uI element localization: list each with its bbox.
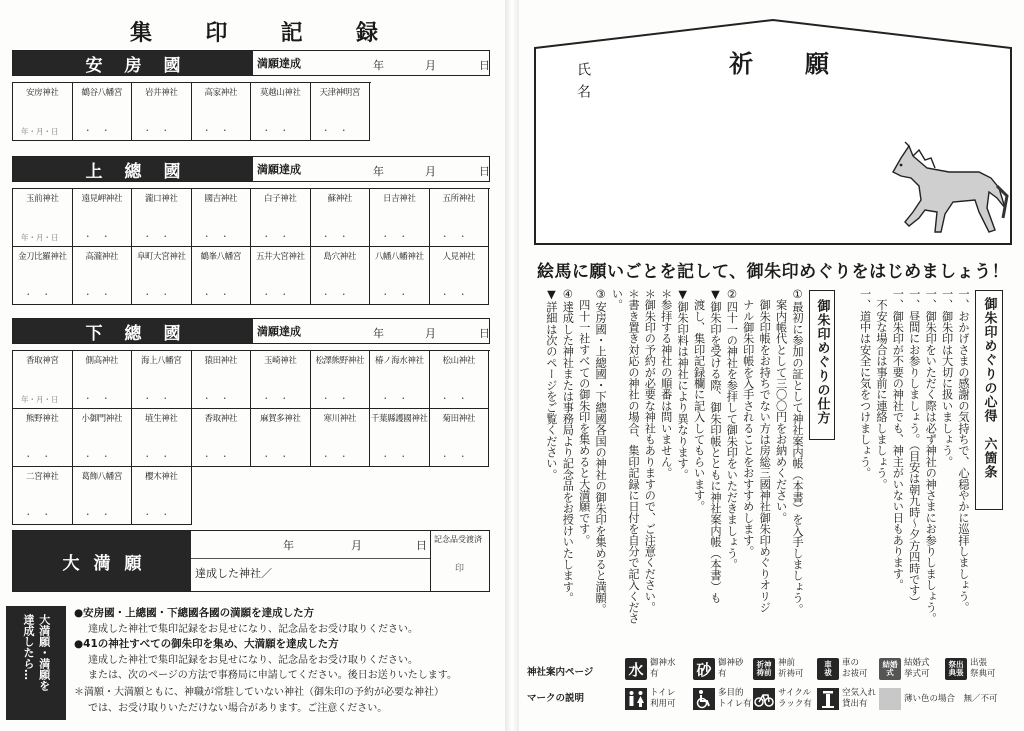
date-dots: ・・ [321, 452, 358, 461]
legend-text: 御神砂 有 [718, 658, 744, 679]
legend-text: 空気入れ 貸出有 [842, 688, 877, 709]
headline: 絵馬に願いごとを記して、御朱印めぐりをはじめましょう！ [537, 262, 1010, 282]
note-text: または、次のページの方法で事務局に申請してください。後日お送りいたします。 [88, 670, 457, 682]
toilet-icon [625, 688, 647, 710]
region-header [12, 156, 490, 182]
shrine-stamp-cell[interactable] [251, 409, 311, 467]
date-dots: ・・ [440, 290, 477, 299]
region-name: 上總國 [13, 157, 253, 181]
year-label: 年 [373, 165, 384, 178]
legend-text: トイレ 利用可 [650, 688, 676, 709]
shikata-item: ＊書き置き対応の神社の場合、集印記録に日付を自分で記入ください。 [610, 288, 640, 624]
daimangan-date-field[interactable] [191, 531, 431, 591]
legend-text: 御神水 有 [650, 658, 676, 679]
date-dots: ・・ [262, 126, 299, 135]
legend-item [625, 688, 676, 710]
legend-item [817, 658, 868, 680]
day-label: 日 [416, 539, 427, 552]
date-dots: ・・ [24, 290, 61, 299]
shrine-stamp-cell[interactable] [370, 189, 430, 247]
shrine-name: 遠見岬神社 [81, 194, 122, 204]
day-label: 日 [479, 165, 490, 178]
shikata-title: 御朱印めぐりの仕方 [809, 290, 835, 440]
region-shimousa [12, 318, 490, 525]
date-dots: ・・ [143, 510, 180, 519]
shikata-item: 御朱印帳をお持ちでない方は房総三國神社御朱印めぐりオリジ [758, 288, 772, 613]
date-dots: ・・ [262, 232, 299, 241]
date-dots: ・・ [321, 290, 358, 299]
shrine-name: 熊野神社 [26, 414, 59, 424]
shrine-name: 香取神社 [204, 414, 237, 424]
shrine-stamp-cell[interactable] [73, 189, 133, 247]
date-dots: ・・ [202, 126, 239, 135]
date-dots: ・・ [262, 452, 299, 461]
complete-label: 満願達成 [257, 163, 301, 176]
shrine-stamp-cell[interactable] [192, 409, 252, 467]
date-dots: ・・ [202, 452, 239, 461]
legend-text: サイクル ラック有 [778, 688, 812, 709]
shrine-stamp-cell[interactable] [192, 247, 252, 305]
date-dots: ・・ [143, 394, 180, 403]
legend-label: マークの説明 [527, 693, 585, 704]
shrine-name: 國吉神社 [204, 194, 237, 204]
date-dots: ・・ [381, 452, 418, 461]
shrine-stamp-cell[interactable] [311, 247, 371, 305]
date-dots: ・・ [143, 290, 180, 299]
seal-box[interactable] [431, 531, 489, 591]
kokoroe-title: 御朱印めぐりの心得 六箇条 [975, 290, 1003, 510]
shrine-name: 玉崎神社 [264, 356, 297, 366]
month-label: 月 [425, 165, 436, 178]
shikata-item: ①最初に参加の証として神社案内帳（本書）を入手しましょう。 [791, 288, 804, 615]
shrine-stamp-cell[interactable] [251, 351, 311, 409]
date-dots: ・・ [381, 394, 418, 403]
year-label: 年 [283, 539, 294, 552]
prayer-icon: 祈神 祷前 [753, 658, 775, 680]
shrine-stamp-cell[interactable] [192, 189, 252, 247]
shrine-stamp-cell[interactable] [132, 247, 192, 305]
side-note-line: 達成したら… [22, 614, 35, 680]
ema-name-label: 氏名 [575, 62, 591, 106]
shrine-stamp-cell[interactable] [13, 351, 73, 409]
kokoroe-item: 一、御朱印は大切に扱いましょう。 [940, 288, 954, 468]
shrine-stamp-cell[interactable] [13, 83, 73, 141]
shrine-name: 瀧口神社 [145, 194, 178, 204]
shrine-stamp-cell[interactable] [132, 409, 192, 467]
region-name: 安房國 [13, 51, 253, 75]
shrine-name: 八幡八幡神社 [374, 252, 424, 262]
date-dots: ・・ [321, 126, 358, 135]
shrine-stamp-cell[interactable] [311, 409, 371, 467]
shrine-name: 五井大宮神社 [255, 252, 305, 262]
shrine-name: 猿田神社 [204, 356, 237, 366]
shrine-stamp-cell[interactable] [311, 83, 371, 141]
shrine-name: 白子神社 [264, 194, 297, 204]
title-char: 印 [205, 20, 230, 46]
shrine-grid [12, 82, 371, 141]
region-header [12, 50, 490, 76]
shrine-stamp-cell[interactable] [132, 189, 192, 247]
complete-label: 満願達成 [257, 325, 301, 338]
shrine-name: 鶴谷八幡宮 [81, 88, 122, 98]
shrine-name: 菊田神社 [442, 414, 475, 424]
shrine-name: 寒川神社 [323, 414, 356, 424]
shikata-item: ②四十一の神社を参拝して御朱印をいただきましょう。 [725, 288, 739, 570]
note-text: ＊満願・大満願ともに、神職が常駐していない神社（御朱印の予約が必要な神社） [74, 687, 444, 699]
shrine-stamp-cell[interactable] [370, 247, 430, 305]
daimangan-box [12, 530, 490, 592]
year-label: 年 [373, 327, 384, 340]
shrine-stamp-cell[interactable] [192, 83, 252, 141]
completion-notes [74, 606, 504, 716]
shikata-item: 渡し、集印記録欄に記入してもらいます。 [692, 288, 706, 512]
mark-legend [525, 654, 1019, 724]
shikata-item: ＊参拝する神社の順番は問いません。 [659, 288, 673, 479]
shrine-name: 海上八幡宮 [140, 356, 182, 366]
kokoroe-item: 一、御朱印が不要の神社でも、神主がいない日もあります。 [891, 288, 905, 591]
ema-title: 祈 願 [729, 49, 843, 78]
legend-item [693, 688, 752, 710]
shrine-stamp-cell[interactable] [311, 351, 371, 409]
kokoroe-item: 一、昼間にお参りしましょう。（目安は朝九時〜夕方四時です） [907, 288, 921, 608]
note-bullet: ●41の神社すべての御朱印を集め、大満願を達成した方 [74, 638, 339, 651]
note-text: 達成した神社で集印記録をお見せになり、記念品をお受け取りください。 [88, 655, 418, 667]
kokoroe-list [831, 288, 971, 640]
shrine-name: 側高神社 [85, 356, 118, 366]
shrine-stamp-cell[interactable] [13, 409, 73, 467]
daimangan-label: 大満願 [13, 531, 191, 591]
legend-text: 薄い色の場合 無／不可 [904, 693, 998, 704]
shrine-grid [12, 188, 490, 305]
shrine-stamp-cell[interactable] [13, 467, 73, 525]
shrine-name: 香取神宮 [26, 356, 59, 366]
shrine-stamp-cell[interactable] [251, 189, 311, 247]
date-dots: ・・ [24, 452, 61, 461]
shrine-name: 日吉神社 [383, 194, 416, 204]
shrine-stamp-cell[interactable] [192, 351, 252, 409]
shikata-item: ▼御朱印料は神社により異なります。 [676, 288, 690, 481]
shrine-name: 松澤熊野神社 [315, 356, 365, 366]
legend-item [625, 658, 676, 680]
side-note [6, 606, 66, 720]
date-dots: ・・ [83, 452, 120, 461]
date-dots: ・・ [83, 394, 120, 403]
shrine-stamp-cell[interactable] [370, 351, 430, 409]
shrine-grid [12, 350, 490, 525]
shrine-name: 島穴神社 [323, 252, 356, 262]
shrine-name: 人見神社 [442, 252, 475, 262]
legend-text: 多目的 トイレ有 [718, 688, 752, 709]
date-dots: ・・ [143, 232, 180, 241]
air-pump-icon [817, 688, 839, 710]
legend-item [817, 688, 876, 710]
shrine-name: 葛飾八幡宮 [81, 472, 122, 482]
shrine-stamp-cell[interactable] [73, 351, 133, 409]
shikata-item: ▼詳細は次のページをご覧ください。 [544, 288, 558, 481]
day-label: 日 [479, 327, 490, 340]
legend-text: 車の お祓可 [842, 658, 868, 679]
title-char: 記 [280, 20, 305, 46]
shikata-item: ③安房國・上總國・下總國各国の神社の御朱印を集めると満願。 [594, 288, 608, 615]
shrine-name: 鶴峯八幡宮 [200, 252, 241, 262]
date-dots: ・・ [440, 452, 477, 461]
title-char: 録 [355, 20, 380, 46]
date-dots: ・・ [202, 232, 239, 241]
shrine-name: 麻賀多神社 [259, 414, 301, 424]
shrine-name: 莫越山神社 [259, 88, 301, 98]
shrine-name: 高瀧神社 [85, 252, 118, 262]
water-icon: 水 [625, 658, 647, 680]
region-awa [12, 50, 490, 141]
shikata-item: ナル御朱印帳を入手されることをおすすめします。 [741, 288, 755, 557]
shrine-name: 蘇神社 [327, 194, 352, 204]
date-dots: ・・ [83, 126, 120, 135]
month-label: 月 [425, 327, 436, 340]
legend-item [945, 658, 996, 680]
date-dots: ・・ [440, 394, 477, 403]
shrine-name: 阜町大宮神社 [136, 252, 186, 262]
seal-mark: 印 [455, 564, 465, 574]
shrine-name: 安房神社 [26, 88, 59, 98]
shikata-item: ④達成した神社または事務局より記念品をお授けいたします。 [561, 288, 575, 604]
ceremony-icon: 祭出 典張 [945, 658, 967, 680]
shrine-stamp-cell[interactable] [430, 189, 490, 247]
shikata-item: 四十一社すべての御朱印を集めると大満願です。 [577, 288, 591, 546]
shrine-stamp-cell[interactable] [13, 247, 73, 305]
date-dots: ・・ [83, 232, 120, 241]
shrine-stamp-cell[interactable] [132, 351, 192, 409]
shrine-name: 埴生神社 [145, 414, 178, 424]
month-label: 月 [351, 539, 362, 552]
sand-icon: 砂 [693, 658, 715, 680]
horse-icon [879, 138, 1009, 238]
shrine-stamp-cell[interactable] [430, 409, 490, 467]
shrine-name: 金刀比羅神社 [17, 252, 67, 262]
date-dots: ・・ [24, 510, 61, 519]
kokoroe-item: 一、おかげさまの感謝の気持ちで、心穏やかに巡拝しましょう。 [957, 288, 970, 613]
shrine-name: 小御門神社 [81, 414, 122, 424]
complete-date-field[interactable] [253, 319, 489, 343]
date-dots: ・・ [321, 232, 358, 241]
shrine-stamp-cell[interactable] [73, 83, 133, 141]
shrine-stamp-cell[interactable] [370, 409, 430, 467]
date-dots: ・・ [381, 290, 418, 299]
legend-text: 出張 祭典可 [970, 658, 996, 679]
shrine-stamp-cell[interactable] [132, 83, 192, 141]
date-dots: ・・ [143, 126, 180, 135]
legend-item [753, 688, 812, 710]
shrine-stamp-cell[interactable] [251, 83, 311, 141]
achieved-shrine-label: 達成した神社／ [195, 567, 272, 580]
complete-date-field[interactable] [253, 51, 489, 75]
legend-item [693, 658, 744, 680]
month-label: 月 [425, 59, 436, 72]
legend-text: 神前 祈祷可 [778, 658, 804, 679]
seal-label: 記念品受渡済 [434, 535, 482, 544]
shrine-stamp-cell[interactable] [430, 351, 490, 409]
page-title [130, 16, 380, 47]
shrine-name: 松山神社 [442, 356, 475, 366]
shrine-name: 千葉縣護國神社 [370, 414, 428, 424]
complete-label: 満願達成 [257, 57, 301, 70]
shrine-name: 高家神社 [204, 88, 237, 98]
date-dots: ・・ [381, 232, 418, 241]
note-text: では、お受け取りいただけない場合があります。ご注意ください。 [88, 702, 388, 714]
shrine-stamp-cell[interactable] [73, 467, 133, 525]
legend-label: 神社案内ページ [527, 667, 594, 678]
date-dots: ・・ [321, 394, 358, 403]
shrine-stamp-cell[interactable] [73, 409, 133, 467]
kokoroe-item: 一、御朱印をいただく際は必ず神社の神さまにお参りしましょう。 [924, 288, 938, 624]
date-dots: ・・ [440, 232, 477, 241]
shrine-name: 五所神社 [442, 194, 475, 204]
year-label: 年 [373, 59, 384, 72]
date-hint: 年・月・日 [21, 395, 59, 404]
legend-item [753, 658, 804, 680]
title-char: 集 [130, 20, 155, 46]
shrine-name: 玉前神社 [26, 194, 59, 204]
kokoroe-item: 不安な場合は事前に連絡しましょう。 [874, 288, 888, 490]
legend-item [879, 658, 930, 680]
side-note-line: 大満願・満願を [37, 614, 51, 691]
note-bullet: ●安房國・上總國・下總國各國の満願を達成した方 [74, 607, 315, 619]
region-header [12, 318, 490, 344]
shrine-name: 櫻木神社 [145, 472, 178, 482]
date-dots: ・・ [83, 510, 120, 519]
legend-item [879, 688, 998, 710]
region-name: 下總國 [13, 319, 253, 343]
shrine-stamp-cell[interactable] [430, 247, 490, 305]
shrine-name: 二宮神社 [26, 472, 59, 482]
wedding-icon: 結婚 式 [879, 658, 901, 680]
shrine-stamp-cell[interactable] [13, 189, 73, 247]
date-dots: ・・ [83, 290, 120, 299]
wheelchair-icon [693, 688, 715, 710]
complete-date-field[interactable] [253, 157, 489, 181]
shrine-stamp-cell[interactable] [251, 247, 311, 305]
note-text: 達成した神社で集印記録をお見せになり、記念品をお受け取りください。 [88, 623, 418, 635]
day-label: 日 [479, 59, 490, 72]
shrine-name: 岩井神社 [145, 88, 178, 98]
date-dots: ・・ [143, 452, 180, 461]
bicycle-icon [753, 688, 775, 710]
ema-plaque[interactable] [529, 18, 1017, 246]
shrine-name: 椿ノ海水神社 [374, 356, 424, 366]
date-dots: ・・ [262, 290, 299, 299]
shrine-stamp-cell[interactable] [132, 467, 192, 525]
date-dots: ・・ [262, 394, 299, 403]
date-hint: 年・月・日 [21, 233, 59, 242]
date-hint: 年・月・日 [21, 127, 59, 136]
date-dots: ・・ [202, 394, 239, 403]
shrine-stamp-cell[interactable] [73, 247, 133, 305]
shrine-name: 天津神明宮 [319, 88, 360, 98]
book-gutter [505, 0, 519, 731]
shrine-stamp-cell[interactable] [311, 189, 371, 247]
left-page [0, 0, 505, 731]
shikata-item: 案内帳代として三〇〇円をお納めください。 [774, 288, 788, 524]
daimangan-date-row [191, 531, 430, 559]
shikata-item: ＊御朱印の予約が必要な神社もありますので、ご注意ください。 [643, 288, 657, 613]
legend-text: 結婚式 挙式可 [904, 658, 930, 679]
light-color-swatch [879, 688, 901, 710]
region-kazusa [12, 156, 490, 305]
kokoroe-item: 一、道中は安全に気をつけましょう。 [858, 288, 872, 479]
car-purification-icon: 車 祓 [817, 658, 839, 680]
date-dots: ・・ [202, 290, 239, 299]
shikata-list [539, 288, 805, 640]
right-page [519, 0, 1024, 731]
shikata-item: ▼御朱印を受ける際、御朱印帳とともに神社案内帳（本書）も [708, 288, 722, 604]
